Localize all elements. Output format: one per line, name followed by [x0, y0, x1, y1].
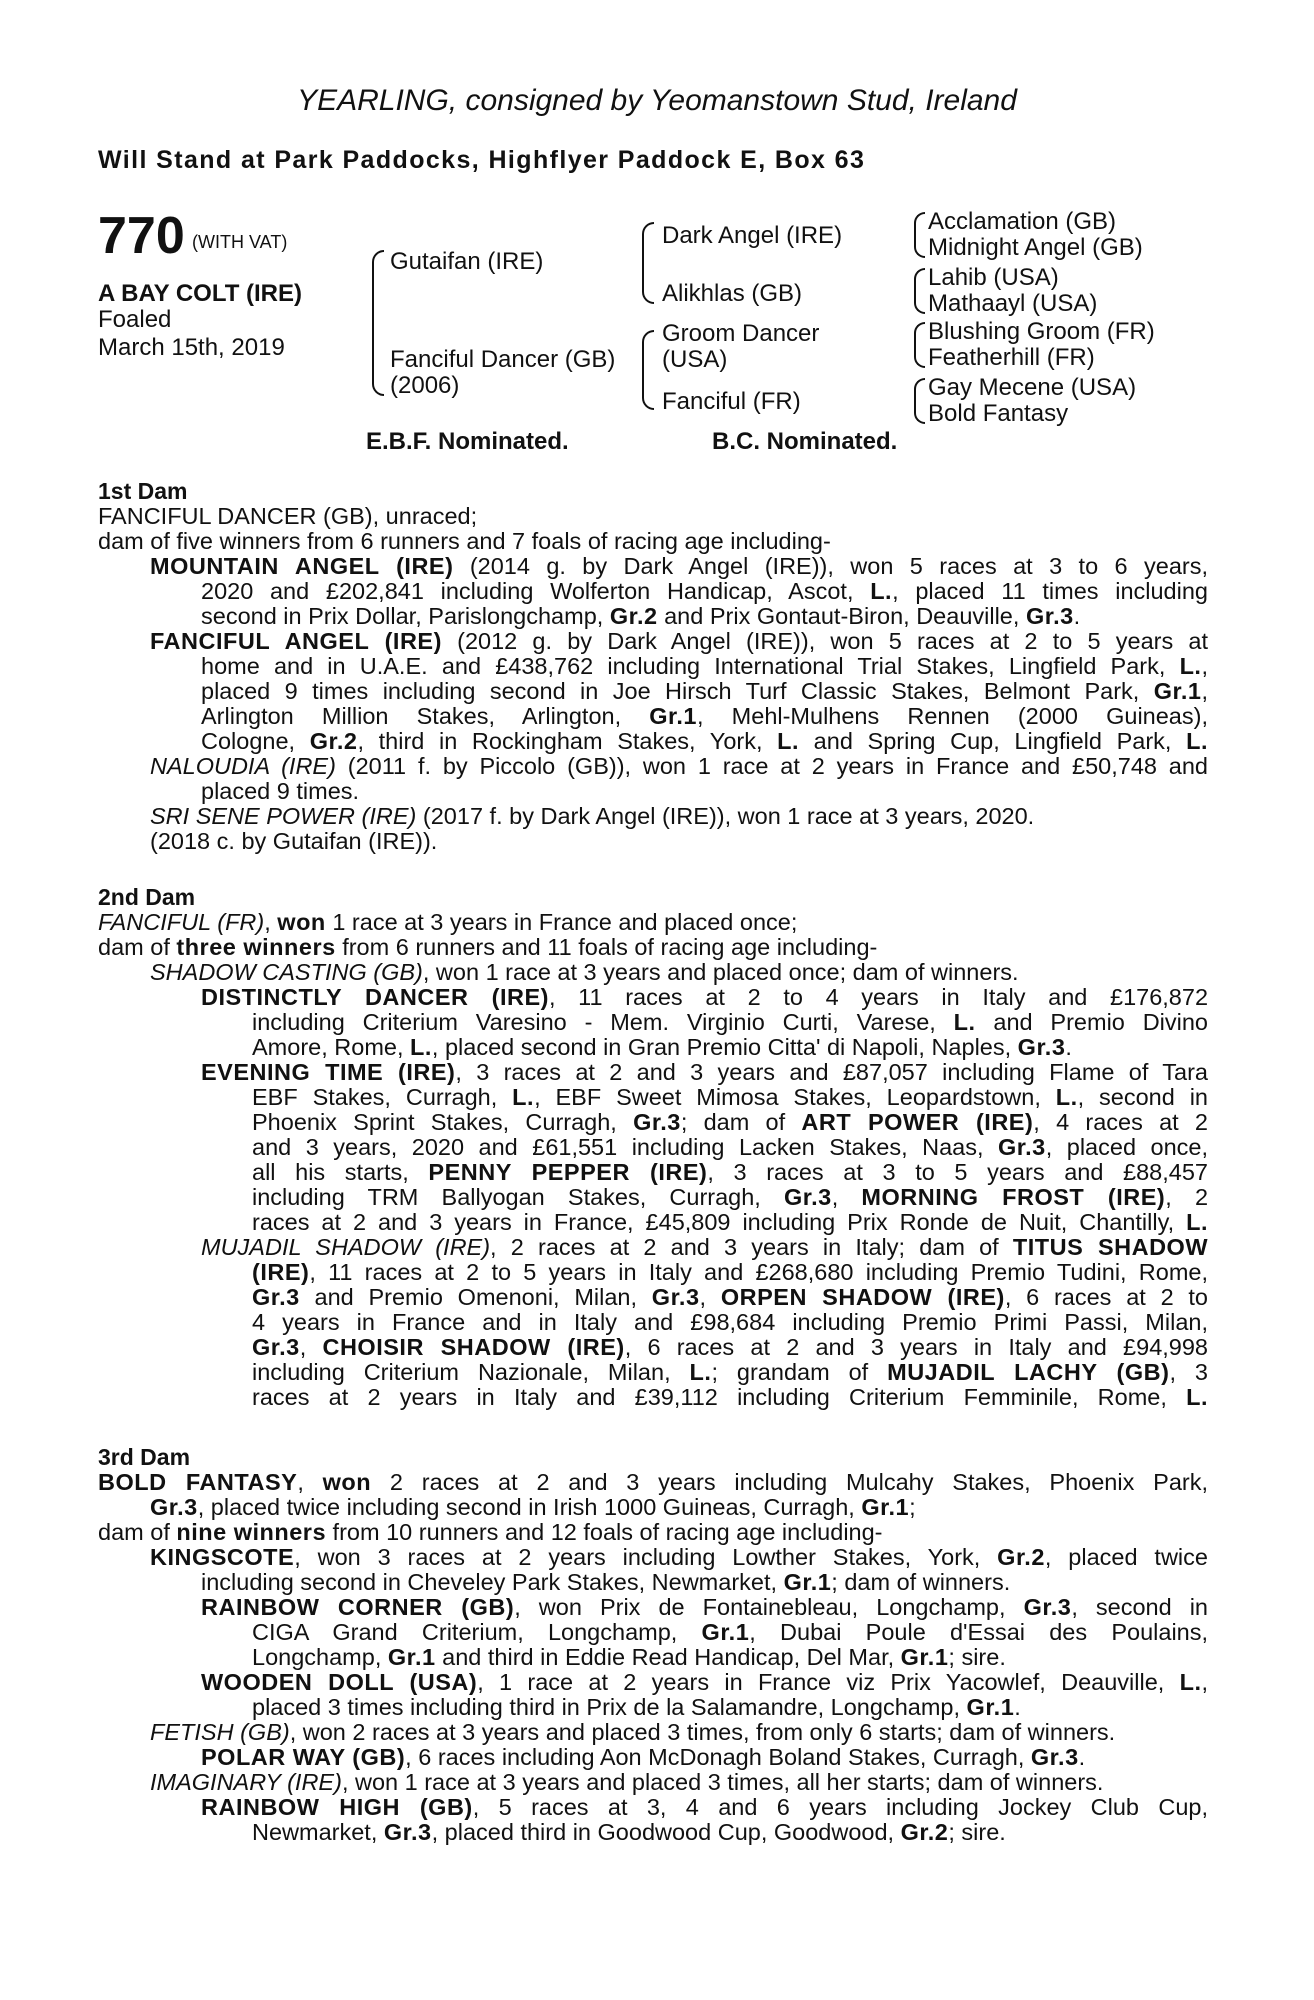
third-dam-line: [252, 1620, 1208, 1645]
first-dam-line: [150, 754, 1208, 779]
second-dam-line: [252, 1210, 1208, 1235]
first-dam-line: [201, 679, 1208, 704]
text-segment: home and in U.A.E. and £438,762 including International Trial Stakes, Lingfield Park,: [201, 653, 1180, 679]
first-dam-line: [98, 529, 831, 554]
text-segment: races at 2 and 3 years in France, £45,809 including Prix Ronde de Nuit, Chantilly,: [252, 1209, 1187, 1235]
text-segment: Gr.1: [966, 1694, 1015, 1720]
text-segment: including second in Cheveley Park Stakes, Newmarket,: [201, 1569, 784, 1595]
foaled-label: Foaled: [98, 306, 172, 333]
third-dam-line: [201, 1595, 1208, 1620]
first-dam-line: [201, 579, 1208, 604]
text-segment: , placed 11 times including: [892, 578, 1208, 604]
stand-location: Will Stand at Park Paddocks, Highflyer Paddock E, Box 63: [98, 146, 866, 174]
second-dam-line: [252, 1010, 1208, 1035]
pedigree-sire: Gutaifan (IRE): [390, 248, 544, 275]
text-segment: Gr.3: [252, 1284, 300, 1310]
text-segment: NALOUDIA (IRE): [150, 753, 336, 779]
text-segment: Gr.3: [633, 1109, 681, 1135]
text-segment: won: [277, 909, 326, 935]
text-segment: ; sire.: [948, 1819, 1006, 1845]
text-segment: IMAGINARY (IRE): [150, 1769, 342, 1795]
text-segment: Gr.3: [651, 1284, 700, 1310]
first-dam-line: [201, 704, 1208, 729]
text-segment: , won 1 race at 3 years and placed once; dam of winners.: [422, 959, 1019, 985]
text-segment: , Dubai Poule d'Essai des Poulains,: [749, 1619, 1209, 1645]
text-segment: races at 2 years in Italy and £39,112 including Criterium Femminile, Rome,: [252, 1384, 1187, 1410]
second-dam-line: [98, 910, 797, 935]
text-segment: , third in Rockingham Stakes, York,: [357, 728, 778, 754]
pedigree-dsd: Featherhill (FR): [928, 344, 1095, 371]
text-segment: , EBF Sweet Mimosa Stakes, Leopardstown,: [534, 1084, 1056, 1110]
text-segment: RAINBOW CORNER (GB): [201, 1594, 515, 1620]
pedigree-dds: Gay Mecene (USA): [928, 374, 1137, 401]
text-segment: ,: [1201, 678, 1208, 704]
text-segment: , won Prix de Fontainebleau, Longchamp,: [514, 1594, 1024, 1620]
third-dam-line: [150, 1720, 1115, 1745]
third-dam-heading: 3rd Dam: [98, 1444, 191, 1470]
first-dam-line: [201, 729, 1208, 754]
second-dam-line: [98, 935, 877, 960]
third-dam-line: [150, 1495, 916, 1520]
text-segment: (2012 g. by Dark Angel (IRE)), won 5 races at 2 to 5 years at: [441, 628, 1209, 654]
text-segment: L.: [953, 1009, 976, 1035]
text-segment: all his starts,: [252, 1159, 429, 1185]
pedigree-dam-year: (2006): [390, 372, 460, 399]
second-dam-line: [252, 1335, 1208, 1360]
pedigree-bracket: [642, 222, 654, 264]
second-dam-line: [252, 1385, 1208, 1410]
first-dam-line: [201, 779, 359, 804]
text-segment: ;: [909, 1494, 916, 1520]
text-segment: TITUS SHADOW: [1012, 1234, 1208, 1260]
third-dam-line: [252, 1695, 1021, 1720]
second-dam-line: [201, 1235, 1208, 1260]
text-segment: and 3 years, 2020 and £61,551 including Lacken Stakes, Naas,: [252, 1134, 998, 1160]
text-segment: .: [1078, 1744, 1086, 1770]
text-segment: placed 9 times.: [201, 778, 360, 804]
text-segment: , won 2 races at 3 years and placed 3 times, from only 6 starts; dam of winners.: [289, 1719, 1116, 1745]
text-segment: including Criterium Varesino - Mem. Virginio Curti, Varese,: [252, 1009, 954, 1035]
lot-number: 770: [98, 207, 185, 265]
first-dam-heading: 1st Dam: [98, 478, 188, 504]
second-dam-line: [252, 1085, 1208, 1110]
third-dam-line: [201, 1670, 1208, 1695]
text-segment: L.: [689, 1359, 712, 1385]
third-dam-line: [201, 1570, 1010, 1595]
text-segment: L.: [512, 1084, 535, 1110]
text-segment: three winners: [176, 934, 336, 960]
third-dam-line: [98, 1520, 883, 1545]
pedigree-dam: Fanciful Dancer (GB): [390, 346, 616, 373]
text-segment: CIGA Grand Criterium, Longchamp,: [252, 1619, 702, 1645]
text-segment: Gr.1: [783, 1569, 832, 1595]
text-segment: Arlington Million Stakes, Arlington,: [201, 703, 650, 729]
text-segment: , Mehl-Mulhens Rennen (2000 Guineas),: [697, 703, 1208, 729]
text-segment: Gr.1: [900, 1644, 949, 1670]
text-segment: , 6 races at 2 and 3 years in Italy and £94,998: [624, 1334, 1209, 1360]
text-segment: ; grandam of: [711, 1359, 888, 1385]
text-segment: from 10 runners and 12 foals of racing age including-: [326, 1519, 883, 1545]
text-segment: ; dam of winners.: [831, 1569, 1011, 1595]
pedigree-bracket: [372, 250, 384, 334]
bc-nomination: B.C. Nominated.: [712, 428, 898, 455]
text-segment: L.: [1179, 653, 1202, 679]
third-dam-line: [201, 1795, 1208, 1820]
text-segment: FANCIFUL DANCER (GB), unraced;: [98, 503, 478, 529]
text-segment: .: [1065, 1034, 1072, 1060]
text-segment: Gr.3: [252, 1334, 300, 1360]
vat-note: (WITH VAT): [192, 232, 288, 252]
text-segment: ; sire.: [948, 1644, 1006, 1670]
second-dam-line: [252, 1110, 1208, 1135]
text-segment: , 1 race at 2 years in France viz Prix Yacowlef, Deauville,: [477, 1669, 1180, 1695]
second-dam-line: [150, 960, 1019, 985]
pedigree-bracket: [914, 344, 925, 368]
text-segment: Gr.3: [383, 1819, 432, 1845]
text-segment: L.: [1186, 1384, 1208, 1410]
text-segment: Gr.2: [309, 728, 358, 754]
pedigree-bracket: [642, 330, 654, 370]
text-segment: CHOISIR SHADOW (IRE): [322, 1334, 625, 1360]
text-segment: five winners: [176, 528, 301, 554]
text-segment: L.: [1186, 1209, 1208, 1235]
pedigree-bracket: [914, 234, 925, 258]
second-dam-line: [252, 1360, 1208, 1385]
text-segment: L.: [870, 578, 893, 604]
text-segment: Gr.3: [1017, 1034, 1066, 1060]
text-segment: POLAR WAY (GB): [201, 1744, 406, 1770]
text-segment: Newmarket,: [252, 1819, 384, 1845]
text-segment: from 6 runners and 11 foals of racing age including-: [335, 934, 878, 960]
text-segment: ,: [264, 909, 278, 935]
text-segment: ART POWER (IRE): [801, 1109, 1034, 1135]
pedigree-dam-sire-country: (USA): [662, 346, 728, 373]
text-segment: (2018 c. by Gutaifan (IRE)).: [150, 828, 438, 854]
text-segment: and Prix Gontaut-Biron, Deauville,: [657, 603, 1026, 629]
text-segment: Gr.3: [784, 1184, 832, 1210]
text-segment: 1 race at 3 years in France and placed once;: [325, 909, 798, 935]
pedigree-ssd: Midnight Angel (GB): [928, 234, 1143, 261]
text-segment: RAINBOW HIGH (GB): [201, 1794, 473, 1820]
text-segment: 2 races at 2 and 3 years including Mulcahy Stakes, Phoenix Park,: [371, 1469, 1208, 1495]
text-segment: MOUNTAIN ANGEL (IRE): [150, 553, 454, 579]
text-segment: placed 9 times including second in Joe Hirsch Turf Classic Stakes, Belmont Park,: [201, 678, 1154, 704]
text-segment: , placed twice including second in Irish 1000 Guineas, Curragh,: [197, 1494, 862, 1520]
text-segment: FANCIFUL ANGEL (IRE): [150, 628, 442, 654]
text-segment: ,: [1201, 653, 1208, 679]
second-dam-line: [201, 1060, 1208, 1085]
text-segment: and Premio Omenoni, Milan,: [299, 1284, 652, 1310]
text-segment: including TRM Ballyogan Stakes, Curragh,: [252, 1184, 784, 1210]
text-segment: Gr.1: [387, 1644, 436, 1670]
text-segment: , 3 races at 2 and 3 years and £87,057 including Flame of Tara: [455, 1059, 1208, 1085]
pedigree-dam-dam: Fanciful (FR): [662, 388, 801, 415]
text-segment: 2020 and £202,841 including Wolferton Handicap, Ascot,: [201, 578, 871, 604]
second-dam-line: [252, 1135, 1208, 1160]
pedigree-sire-dam: Alikhlas (GB): [662, 280, 803, 307]
third-dam-line: [201, 1745, 1085, 1770]
text-segment: and Spring Cup, Lingfield Park,: [799, 728, 1187, 754]
pedigree-bracket: [914, 322, 925, 346]
text-segment: dam of: [98, 528, 177, 554]
text-segment: .: [1014, 1694, 1021, 1720]
text-segment: , second in: [1077, 1084, 1208, 1110]
text-segment: ,: [831, 1184, 862, 1210]
text-segment: , placed second in Gran Premio Citta' di Napoli, Naples,: [431, 1034, 1018, 1060]
text-segment: , placed twice: [1044, 1544, 1208, 1570]
text-segment: SRI SENE POWER (IRE): [150, 803, 417, 829]
second-dam-line: [201, 985, 1208, 1010]
third-dam-line: [98, 1470, 1208, 1495]
text-segment: ,: [699, 1284, 721, 1310]
text-segment: L.: [1055, 1084, 1078, 1110]
third-dam-line: [252, 1820, 1006, 1845]
text-segment: Amore, Rome,: [252, 1034, 411, 1060]
text-segment: , 4 races at 2: [1033, 1109, 1208, 1135]
text-segment: Gr.2: [609, 603, 658, 629]
text-segment: Gr.3: [1025, 603, 1074, 629]
text-segment: , 3 races at 3 to 5 years and £88,457: [707, 1159, 1208, 1185]
text-segment: , 3: [1169, 1359, 1208, 1385]
text-segment: , 2: [1165, 1184, 1209, 1210]
pedigree-sdd: Mathaayl (USA): [928, 290, 1098, 317]
text-segment: and Premio Divino: [975, 1009, 1208, 1035]
text-segment: , second in: [1071, 1594, 1209, 1620]
third-dam-line: [150, 1770, 1103, 1795]
second-dam-heading: 2nd Dam: [98, 884, 196, 910]
first-dam-line: [150, 554, 1208, 579]
pedigree-bracket: [914, 268, 925, 292]
text-segment: Longchamp,: [252, 1644, 388, 1670]
text-segment: Gr.1: [1153, 678, 1202, 704]
text-segment: including Criterium Nazionale, Milan,: [252, 1359, 690, 1385]
text-segment: L.: [777, 728, 800, 754]
pedigree-bracket: [914, 212, 925, 236]
pedigree-bracket: [914, 290, 925, 314]
first-dam-line: [150, 629, 1208, 654]
text-segment: L.: [410, 1034, 432, 1060]
horse-name: A BAY COLT (IRE): [98, 280, 303, 307]
text-segment: , won 3 races at 2 years including Lowther Stakes, York,: [294, 1544, 998, 1570]
first-dam-line: [150, 829, 437, 854]
text-segment: Cologne,: [201, 728, 310, 754]
third-dam-line: [252, 1645, 1006, 1670]
text-segment: MUJADIL LACHY (GB): [887, 1359, 1170, 1385]
text-segment: WOODEN DOLL (USA): [201, 1669, 478, 1695]
pedigree-sds: Lahib (USA): [928, 264, 1059, 291]
first-dam-line: [98, 504, 477, 529]
text-segment: MORNING FROST (IRE): [861, 1184, 1166, 1210]
second-dam-line: [252, 1310, 1208, 1335]
second-dam-line: [252, 1185, 1208, 1210]
consignment-heading: YEARLING, consigned by Yeomanstown Stud, Ireland: [297, 84, 1017, 117]
text-segment: won: [322, 1469, 372, 1495]
text-segment: second in Prix Dollar, Parislongchamp,: [201, 603, 610, 629]
text-segment: BOLD FANTASY: [98, 1469, 298, 1495]
text-segment: , 11 races at 2 to 5 years in Italy and £268,680 including Premio Tudini, Rome,: [309, 1259, 1208, 1285]
text-segment: FETISH (GB): [150, 1719, 290, 1745]
first-dam-line: [201, 604, 1080, 629]
pedigree-ddd: Bold Fantasy: [928, 400, 1069, 427]
pedigree-bracket: [914, 378, 925, 402]
text-segment: Gr.2: [997, 1544, 1045, 1570]
text-segment: DISTINCTLY DANCER (IRE): [201, 984, 549, 1010]
text-segment: nine winners: [176, 1519, 327, 1545]
text-segment: Gr.3: [998, 1134, 1046, 1160]
pedigree-bracket: [642, 368, 654, 410]
text-segment: Gr.1: [649, 703, 697, 729]
foaled-date: March 15th, 2019: [98, 334, 285, 361]
text-segment: , placed once,: [1045, 1134, 1208, 1160]
text-segment: FANCIFUL (FR): [98, 909, 265, 935]
second-dam-line: [252, 1260, 1208, 1285]
text-segment: 4 years in France and in Italy and £98,684 including Premio Primi Passi, Milan,: [252, 1309, 1208, 1335]
text-segment: L.: [1186, 728, 1208, 754]
text-segment: , 2 races at 2 and 3 years in Italy; dam of: [490, 1234, 1013, 1260]
text-segment: Gr.3: [1030, 1744, 1079, 1770]
text-segment: ORPEN SHADOW (IRE): [720, 1284, 1005, 1310]
text-segment: (IRE): [252, 1259, 310, 1285]
text-segment: from 6 runners and 7 foals of racing age including-: [300, 528, 831, 554]
text-segment: Gr.1: [701, 1619, 750, 1645]
text-segment: , won 1 race at 3 years and placed 3 times, all her starts; dam of winners.: [341, 1769, 1104, 1795]
text-segment: ,: [297, 1469, 323, 1495]
pedigree-dss: Blushing Groom (FR): [928, 318, 1155, 345]
text-segment: , 11 races at 2 to 4 years in Italy and £176,872: [548, 984, 1209, 1010]
text-segment: SHADOW CASTING (GB): [150, 959, 423, 985]
text-segment: dam of: [98, 934, 177, 960]
second-dam-line: [252, 1160, 1208, 1185]
second-dam-line: [252, 1285, 1208, 1310]
pedigree-bracket: [914, 400, 925, 424]
text-segment: placed 3 times including third in Prix de la Salamandre, Longchamp,: [252, 1694, 967, 1720]
text-segment: , 6 races including Aon McDonagh Boland Stakes, Curragh,: [405, 1744, 1031, 1770]
text-segment: EBF Stakes, Curragh,: [252, 1084, 513, 1110]
text-segment: ; dam of: [680, 1109, 802, 1135]
text-segment: dam of: [98, 1519, 177, 1545]
first-dam-line: [150, 804, 1034, 829]
text-segment: , 5 races at 3, 4 and 6 years including Jockey Club Cup,: [472, 1794, 1208, 1820]
text-segment: EVENING TIME (IRE): [201, 1059, 456, 1085]
text-segment: KINGSCOTE: [150, 1544, 295, 1570]
pedigree-sire-sire: Dark Angel (IRE): [662, 222, 843, 249]
ebf-nomination: E.B.F. Nominated.: [366, 428, 569, 455]
text-segment: (2017 f. by Dark Angel (IRE)), won 1 race at 3 years, 2020.: [416, 803, 1035, 829]
text-segment: and third in Eddie Read Handicap, Del Mar,: [435, 1644, 901, 1670]
pedigree-dam-sire: Groom Dancer: [662, 320, 820, 347]
text-segment: PENNY PEPPER (IRE): [428, 1159, 708, 1185]
text-segment: , placed third in Goodwood Cup, Goodwood,: [431, 1819, 901, 1845]
text-segment: .: [1073, 603, 1081, 629]
text-segment: ,: [1201, 1669, 1209, 1695]
text-segment: Gr.2: [900, 1819, 949, 1845]
pedigree-bracket: [372, 332, 384, 396]
text-segment: MUJADIL SHADOW (IRE): [201, 1234, 491, 1260]
text-segment: Gr.1: [861, 1494, 910, 1520]
text-segment: L.: [1179, 1669, 1202, 1695]
first-dam-line: [201, 654, 1208, 679]
text-segment: Gr.3: [150, 1494, 198, 1520]
text-segment: ,: [299, 1334, 323, 1360]
pedigree-sss: Acclamation (GB): [928, 208, 1117, 235]
third-dam-line: [150, 1545, 1208, 1570]
text-segment: , 6 races at 2 to: [1004, 1284, 1209, 1310]
text-segment: Gr.3: [1023, 1594, 1072, 1620]
text-segment: Phoenix Sprint Stakes, Curragh,: [252, 1109, 634, 1135]
pedigree-bracket: [642, 262, 654, 304]
text-segment: (2011 f. by Piccolo (GB)), won 1 race at 2 years in France and £50,748 and: [335, 753, 1208, 779]
text-segment: (2014 g. by Dark Angel (IRE)), won 5 races at 3 to 6 years,: [453, 553, 1208, 579]
second-dam-line: [252, 1035, 1072, 1060]
